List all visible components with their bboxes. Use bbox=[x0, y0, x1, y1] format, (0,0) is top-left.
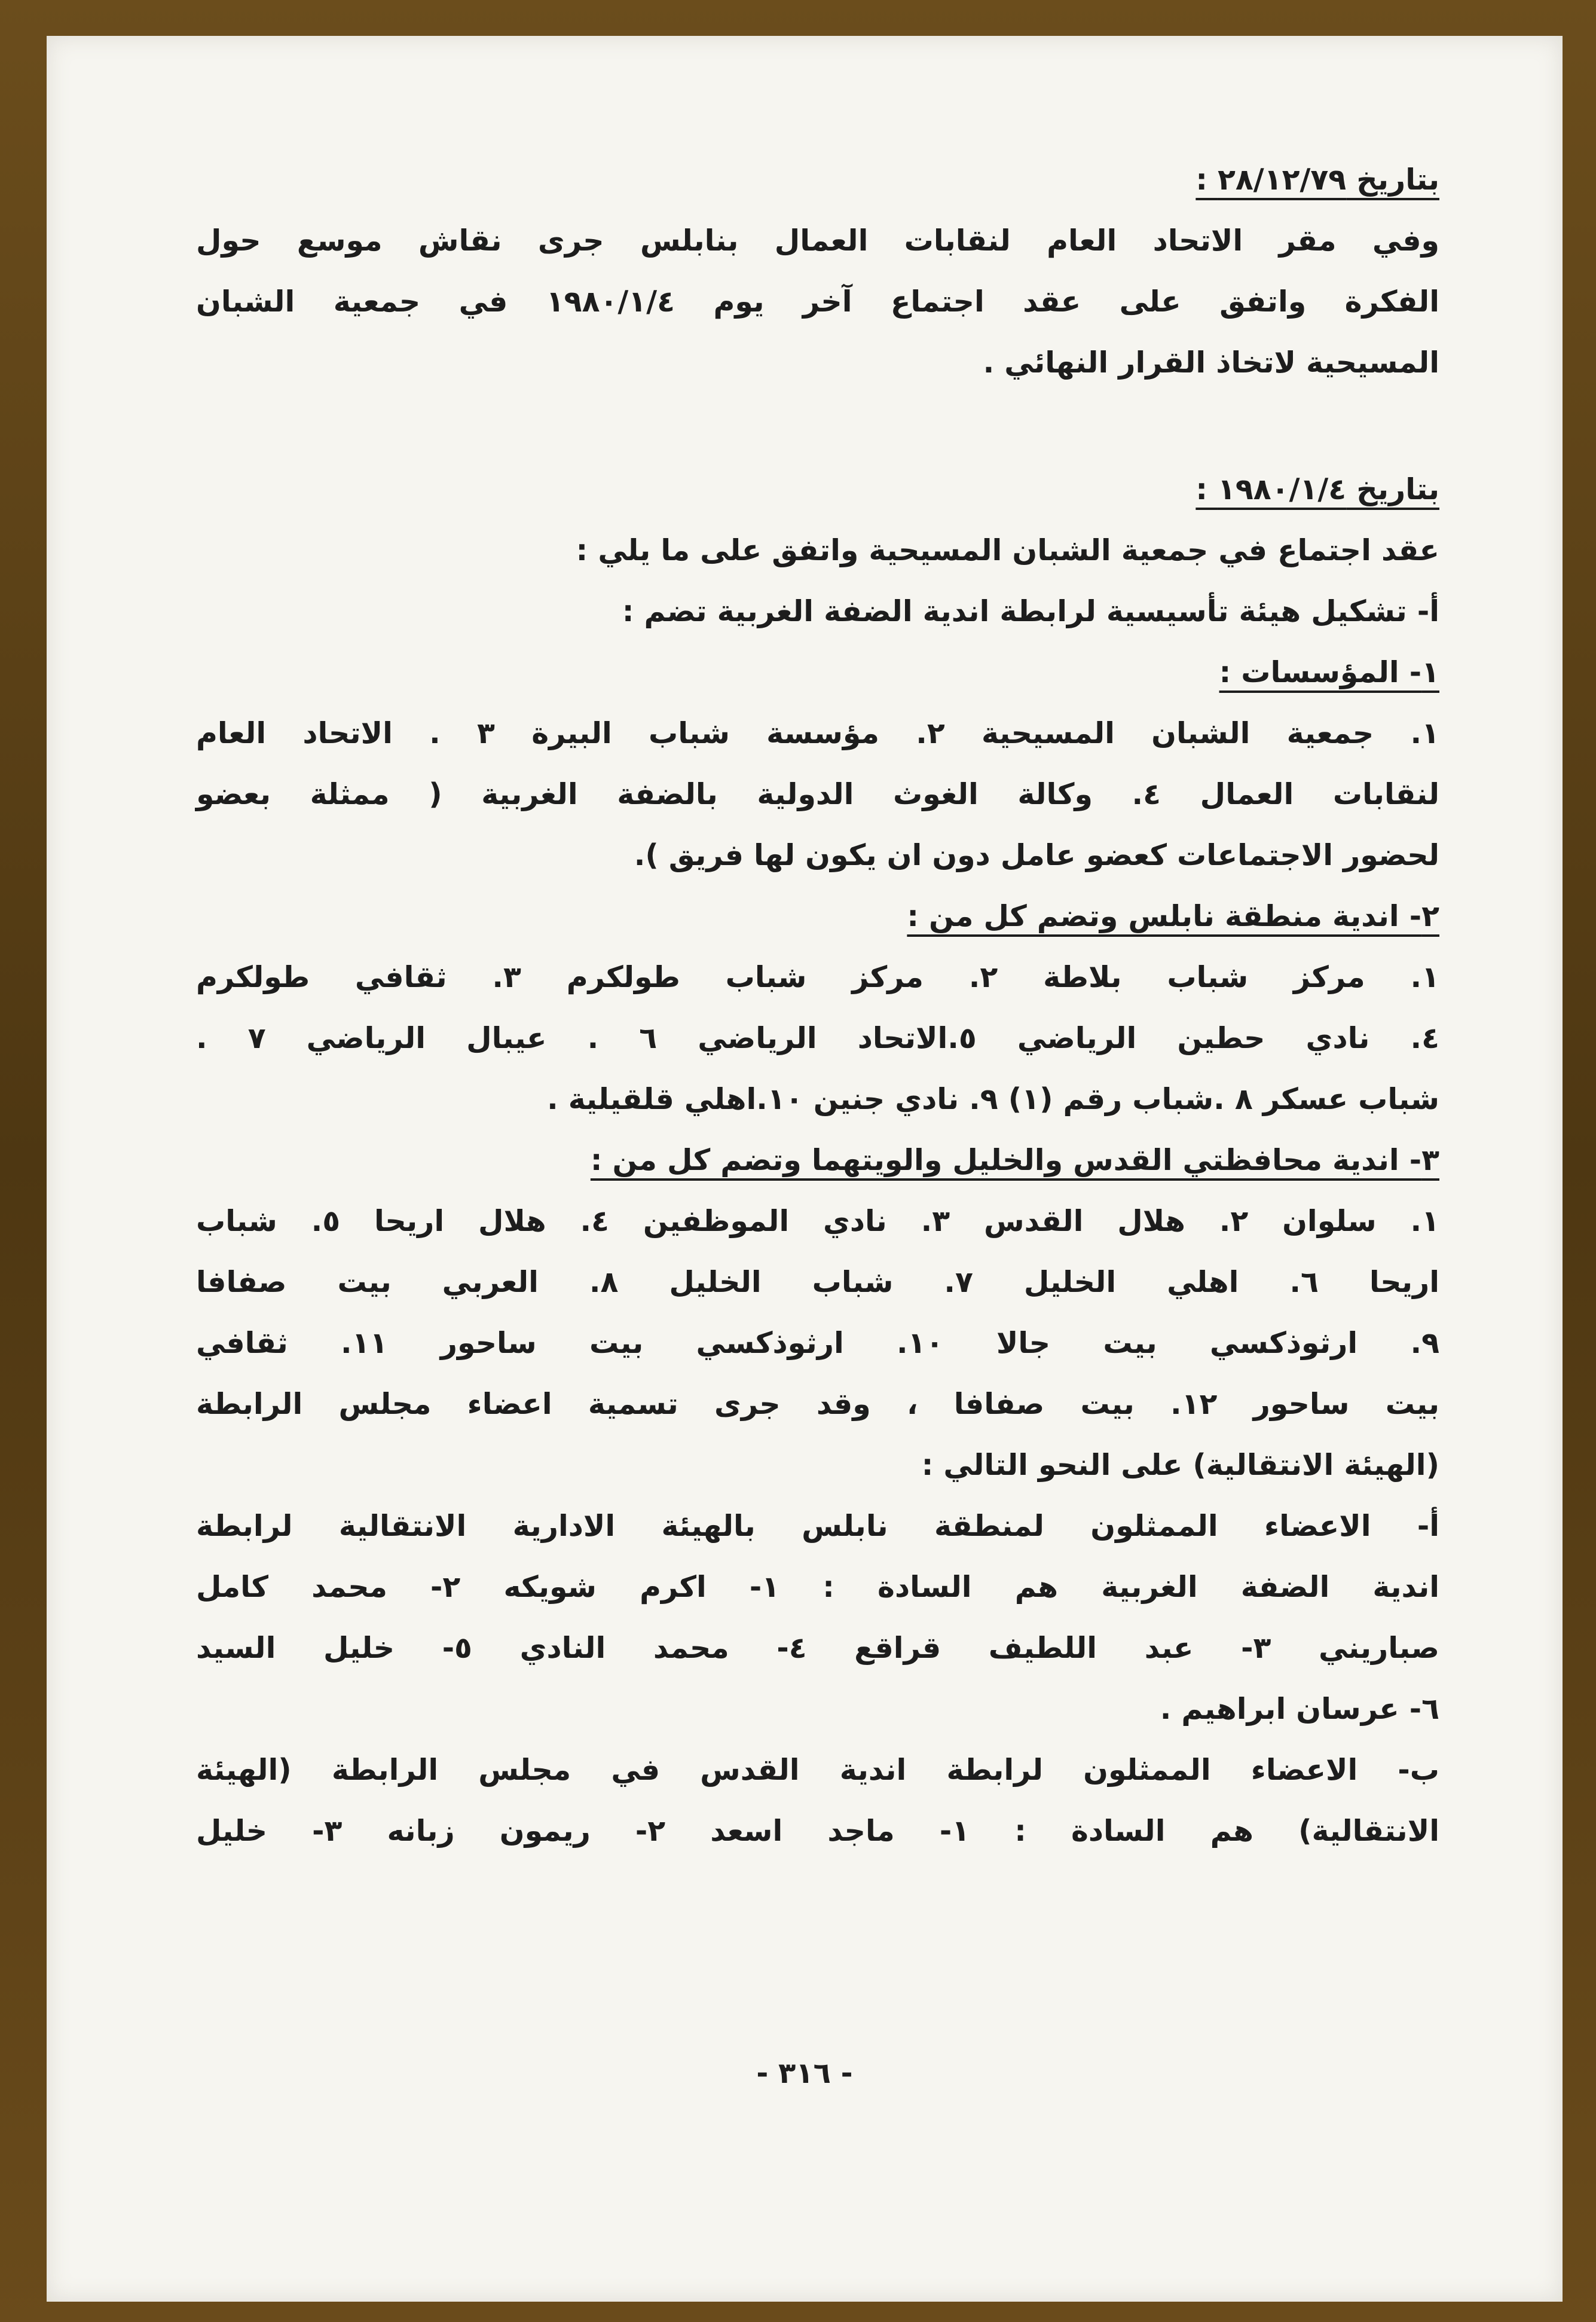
section-heading-nablus: ٢- اندية منطقة نابلس وتضم كل من : bbox=[907, 899, 1439, 933]
members-line: ب- الاعضاء الممثلون لرابطة اندية القدس في مجلس الرابطة (الهيئة bbox=[196, 1753, 1439, 1787]
list-line: ١. جمعية الشبان المسيحية ٢. مؤسسة شباب البيرة ٣ . الاتحاد العام bbox=[196, 716, 1439, 750]
list-line: شباب عسكر ٨ .شباب رقم (١) ٩. نادي جنين ١٠.اهلي قلقيلية . bbox=[547, 1082, 1439, 1116]
list-line: لحضور الاجتماعات كعضو عامل دون ان يكون لها فريق ). bbox=[634, 838, 1439, 872]
list-line: ٤. نادي حطين الرياضي ٥.الاتحاد الرياضي ٦ . عيبال الرياضي ٧ . bbox=[196, 1021, 1440, 1055]
paragraph-line: وفي مقر الاتحاد العام لنقابات العمال بنابلس جرى نقاش موسع حول bbox=[196, 224, 1439, 258]
date-heading-2: بتاريخ ١٩٨٠/١/٤ : bbox=[1196, 472, 1439, 506]
list-line: بيت ساحور ١٢. بيت صفافا ، وقد جرى تسمية اعضاء مجلس الرابطة bbox=[196, 1387, 1439, 1421]
section-heading-institutions: ١- المؤسسات : bbox=[1219, 655, 1439, 689]
document-body bbox=[196, 149, 1439, 1862]
date-heading-1: بتاريخ ٢٨/١٢/٧٩ : bbox=[1196, 163, 1439, 197]
members-line: صباريني ٣- عبد اللطيف قراقع ٤- محمد النادي ٥- خليل السيد bbox=[196, 1631, 1439, 1665]
paragraph-line: أ- تشكيل هيئة تأسيسية لرابطة اندية الضفة الغربية تضم : bbox=[622, 594, 1439, 628]
list-line: لنقابات العمال ٤. وكالة الغوث الدولية بالضفة الغربية ( ممثلة بعضو bbox=[196, 777, 1440, 811]
members-line: الانتقالية) هم السادة : ١- ماجد اسعد ٢- ريمون زبانه ٣- خليل bbox=[196, 1814, 1439, 1848]
section-gap bbox=[196, 393, 1439, 459]
members-line: أ- الاعضاء الممثلون لمنطقة نابلس بالهيئة الادارية الانتقالية لرابطة bbox=[196, 1509, 1439, 1543]
paragraph-line: المسيحية لاتخاذ القرار النهائي . bbox=[983, 346, 1439, 380]
section-heading-jerusalem-hebron: ٣- اندية محافظتي القدس والخليل والويتهما وتضم كل من : bbox=[590, 1143, 1439, 1177]
list-line: ٩. ارثوذكسي بيت جالا ١٠. ارثوذكسي بيت ساحور ١١. ثقافي bbox=[196, 1326, 1439, 1360]
members-line: اندية الضفة الغربية هم السادة : ١- اكرم شويكه ٢- محمد كامل bbox=[196, 1570, 1440, 1604]
list-line: ١. سلوان ٢. هلال القدس ٣. نادي الموظفين ٤. هلال اريحا ٥. شباب bbox=[196, 1204, 1439, 1238]
members-line: ٦- عرسان ابراهيم . bbox=[1160, 1692, 1439, 1726]
document-page bbox=[47, 36, 1563, 2302]
list-line: ١. مركز شباب بلاطة ٢. مركز شباب طولكرم ٣. ثقافي طولكرم bbox=[196, 960, 1440, 994]
list-line: اريحا ٦. اهلي الخليل ٧. شباب الخليل ٨. العربي بيت صفافا bbox=[196, 1265, 1439, 1299]
paragraph-line: عقد اجتماع في جمعية الشبان المسيحية واتفق على ما يلي : bbox=[576, 533, 1439, 567]
list-line: (الهيئة الانتقالية) على النحو التالي : bbox=[921, 1448, 1439, 1482]
page-number: - ٣١٦ - bbox=[756, 2057, 853, 2090]
paragraph-line: الفكرة واتفق على عقد اجتماع آخر يوم ١٩٨٠/١/٤ في جمعية الشبان bbox=[196, 285, 1439, 319]
